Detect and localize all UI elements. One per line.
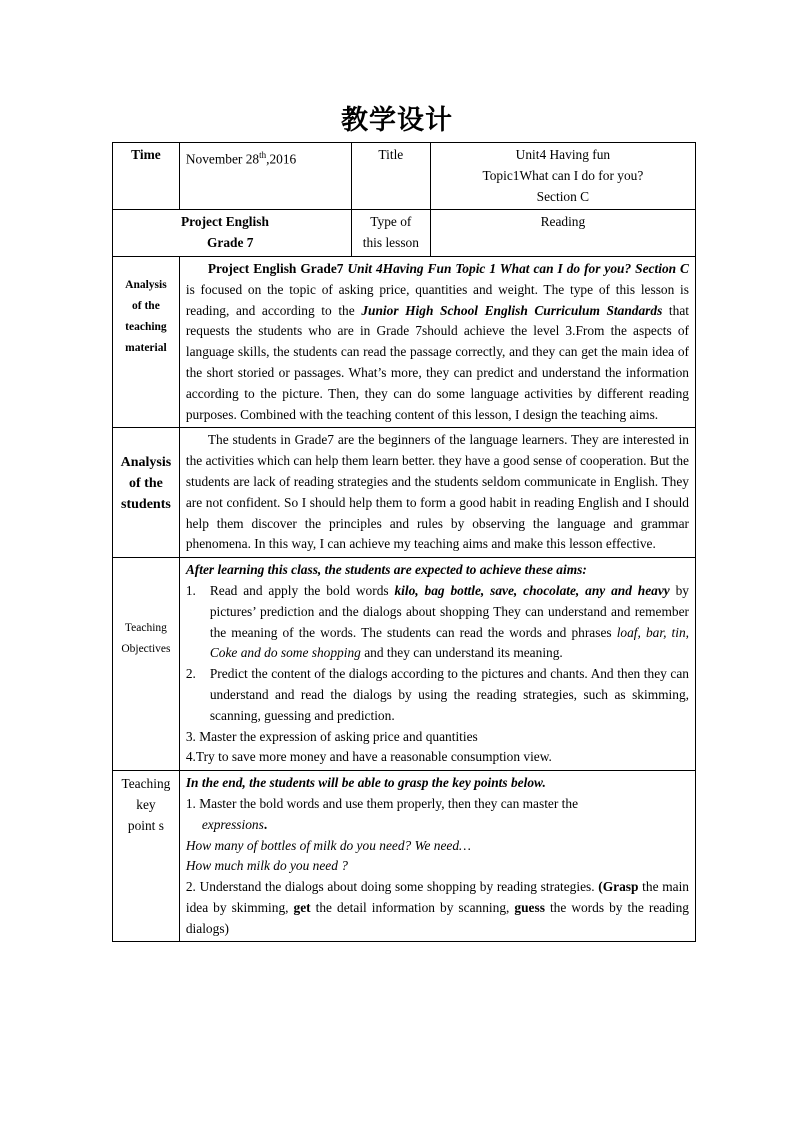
- students-row: [113, 428, 696, 558]
- objective-item: 3. Master the expression of asking price and quantities: [185, 728, 478, 744]
- time-value: November 28th,2016: [179, 143, 351, 210]
- title-label: Title: [351, 143, 430, 210]
- keypoints-text: In the end, the students will be able to grasp the key points below. 1. Master the bold words and use them properly, then they can master the expressions. How many of bottles of milk do you need? We need… How much milk do you need ? 2. Understand the dialogs about doing some shopping by reading strategies. (Grasp the main idea by skimming, get the detail information by scanning, guess the words by the reading dialogs): [179, 771, 695, 942]
- objectives-label: Teaching Objectives: [113, 558, 180, 771]
- title-value: Unit4 Having fun Topic1What can I do for you? Section C: [430, 143, 695, 210]
- objectives-row: [113, 558, 696, 771]
- book-cell: Project English Grade 7: [113, 210, 352, 257]
- lesson-type-label: Type of this lesson: [351, 210, 430, 257]
- keypoints-label: Teaching key point s: [113, 771, 180, 942]
- time-label: Time: [113, 143, 180, 210]
- lesson-plan-table: [112, 142, 696, 942]
- objectives-text: After learning this class, the students are expected to achieve these aims: 1. Read and apply the bold words kilo, bag bottle, save, chocolate, any and heavy by pictures’ prediction and the dialogs about shopping They can understand and remember the meaning of the words. The students can read the words and phrases loaf, bar, tin, Coke and do some shopping and they can understand its meaning. 2. Predict the content of the dialogs according to the pictures and chants. And then they can understand and read the dialogs by using the reading strategies, such as skimming, scanning, guessing and prediction. 3. Master the expression of asking price and quantities 4.Try to save more money and have a reasonable consumption view.: [179, 558, 695, 771]
- document-title: 教学设计: [341, 105, 453, 136]
- book-row: [113, 210, 696, 257]
- objective-item: 4.Try to save more money and have a reasonable consumption view.: [185, 749, 552, 765]
- keypoints-row: [113, 771, 696, 942]
- material-row: [113, 256, 696, 427]
- objective-item: 2. Predict the content of the dialogs according to the pictures and chants. And then they can understand and read the dialogs by using the reading strategies, such as skimming, scanning, guessing and prediction.: [185, 666, 689, 723]
- material-label: Analysis of the teaching material: [113, 256, 180, 427]
- students-label: Analysis of the students: [113, 428, 180, 558]
- students-text: The students in Grade7 are the beginners of the language learners. They are interested in the activities which can help them learn better. they have a good sense of cooperation. But the students are lack of reading strategies and the students seldom communicate in English. They are not confident. So I should help them to form a good habit in reading English and I should help them discover the principles and rules by observing the language and grammar phenomena. In this way, I can achieve my teaching aims and make this lesson effective.: [179, 428, 695, 558]
- lesson-type-value: Reading: [430, 210, 695, 257]
- time-row: [113, 143, 696, 210]
- material-text: Project English Grade7 Unit 4Having Fun Topic 1 What can I do for you? Section C is focused on the topic of asking price, quantities and weight. The type of this lesson is reading, and according to the Junior High School English Curriculum Standards that requests the students who are in Grade 7should achieve the level 3.From the aspects of language skills, the students can read the passage correctly, and they can get the main idea of the short storied or passages. What’s more, they can predict and understand the information according to the picture. Then, they can do some language activities by different reading purposes. Combined with the teaching content of this lesson, I design the teaching aims.: [179, 256, 695, 427]
- objective-item: 1. Read and apply the bold words kilo, bag bottle, save, chocolate, any and heavy by pictures’ prediction and the dialogs about shopping They can understand and remember the meaning of the words. The students can read the words and phrases loaf, bar, tin, Coke and do some shopping and they can understand its meaning.: [185, 582, 689, 661]
